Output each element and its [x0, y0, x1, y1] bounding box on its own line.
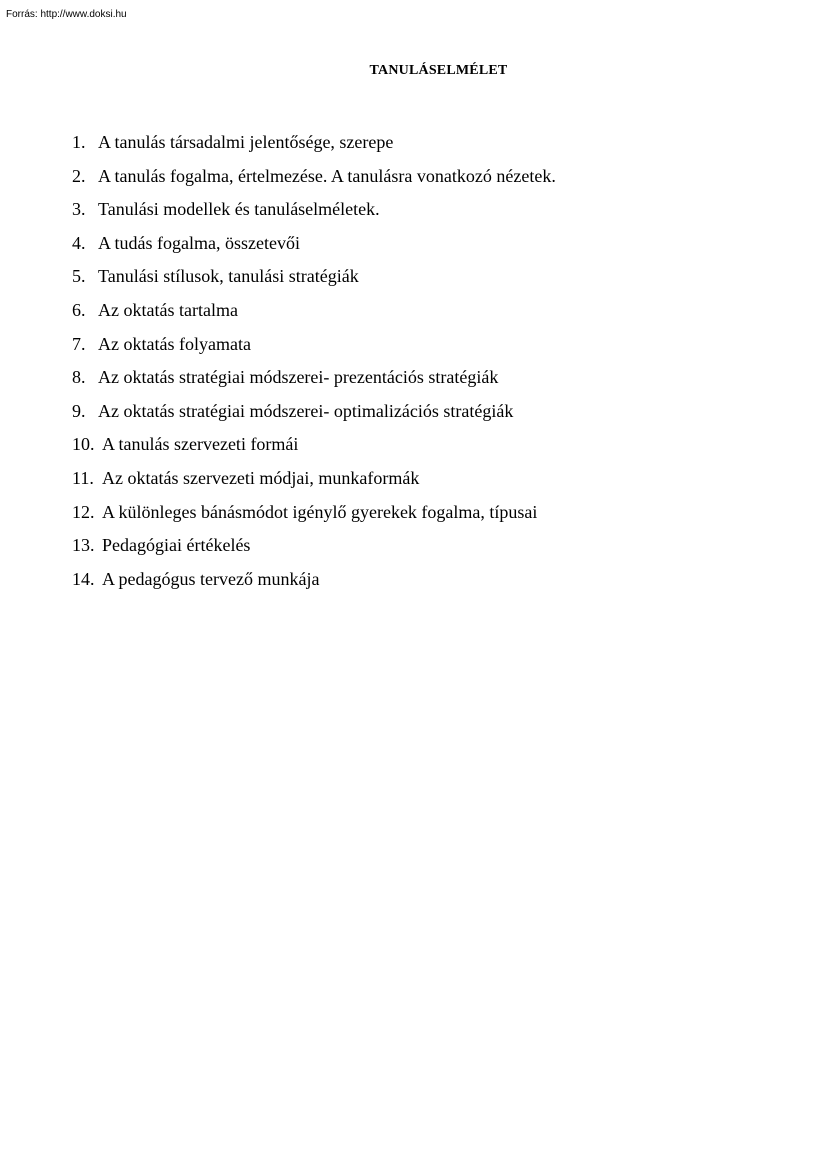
list-item-text: Az oktatás tartalma: [98, 299, 238, 320]
list-item-number: 14.: [72, 568, 95, 589]
topic-list: [72, 132, 556, 602]
page-title: TANULÁSELMÉLET: [369, 63, 508, 78]
list-item: [72, 434, 556, 468]
list-item-number: 2.: [72, 165, 86, 186]
list-item: [72, 468, 556, 502]
list-item-text: A tanulás társadalmi jelentősége, szerepe: [98, 132, 394, 152]
list-item-text: Tanulási modellek és tanuláselméletek.: [98, 199, 380, 220]
list-item: [72, 569, 556, 603]
list-item: [72, 502, 556, 536]
list-item-text: Tanulási stílusok, tanulási stratégiák: [98, 266, 359, 287]
list-item: [72, 266, 556, 300]
list-item-number: 10.: [72, 434, 95, 455]
list-item-text: A tanulás szervezeti formái: [102, 434, 299, 455]
list-item-text: Az oktatás stratégiai módszerei- prezentációs stratégiák: [98, 367, 499, 388]
list-item-number: 3.: [72, 199, 86, 220]
list-item-text: Pedagógiai értékelés: [102, 535, 251, 556]
list-item-number: 13.: [72, 535, 95, 556]
list-item-number: 7.: [72, 333, 86, 354]
list-item: [72, 300, 556, 334]
list-item: [72, 367, 556, 401]
list-item-text: Az oktatás szervezeti módjai, munkaformák: [102, 467, 420, 488]
list-item: [72, 401, 556, 435]
list-item-text: A különleges bánásmódot igénylő gyerekek fogalma, típusai: [102, 501, 538, 522]
source-note: Forrás: http://www.doksi.hu: [6, 9, 127, 20]
list-item: [72, 166, 556, 200]
list-item: [72, 132, 556, 166]
list-item-text: Az oktatás stratégiai módszerei- optimalizációs stratégiák: [98, 400, 514, 421]
list-item: [72, 535, 556, 569]
list-item-number: 6.: [72, 299, 86, 320]
list-item-number: 12.: [72, 501, 95, 522]
list-item-number: 5.: [72, 266, 86, 287]
list-item: [72, 199, 556, 233]
list-item-text: A pedagógus tervező munkája: [102, 568, 320, 589]
list-item-number: 11.: [72, 467, 94, 488]
list-item-number: 4.: [72, 232, 86, 253]
list-item-text: Az oktatás folyamata: [98, 333, 251, 354]
list-item-text: A tanulás fogalma, értelmezése. A tanulásra vonatkozó nézetek.: [98, 165, 556, 186]
list-item: [72, 233, 556, 267]
list-item-text: A tudás fogalma, összetevői: [98, 232, 300, 253]
list-item-number: 8.: [72, 367, 86, 388]
list-item: [72, 334, 556, 368]
list-item-number: 9.: [72, 400, 86, 421]
list-item-number: 1.: [72, 132, 86, 152]
